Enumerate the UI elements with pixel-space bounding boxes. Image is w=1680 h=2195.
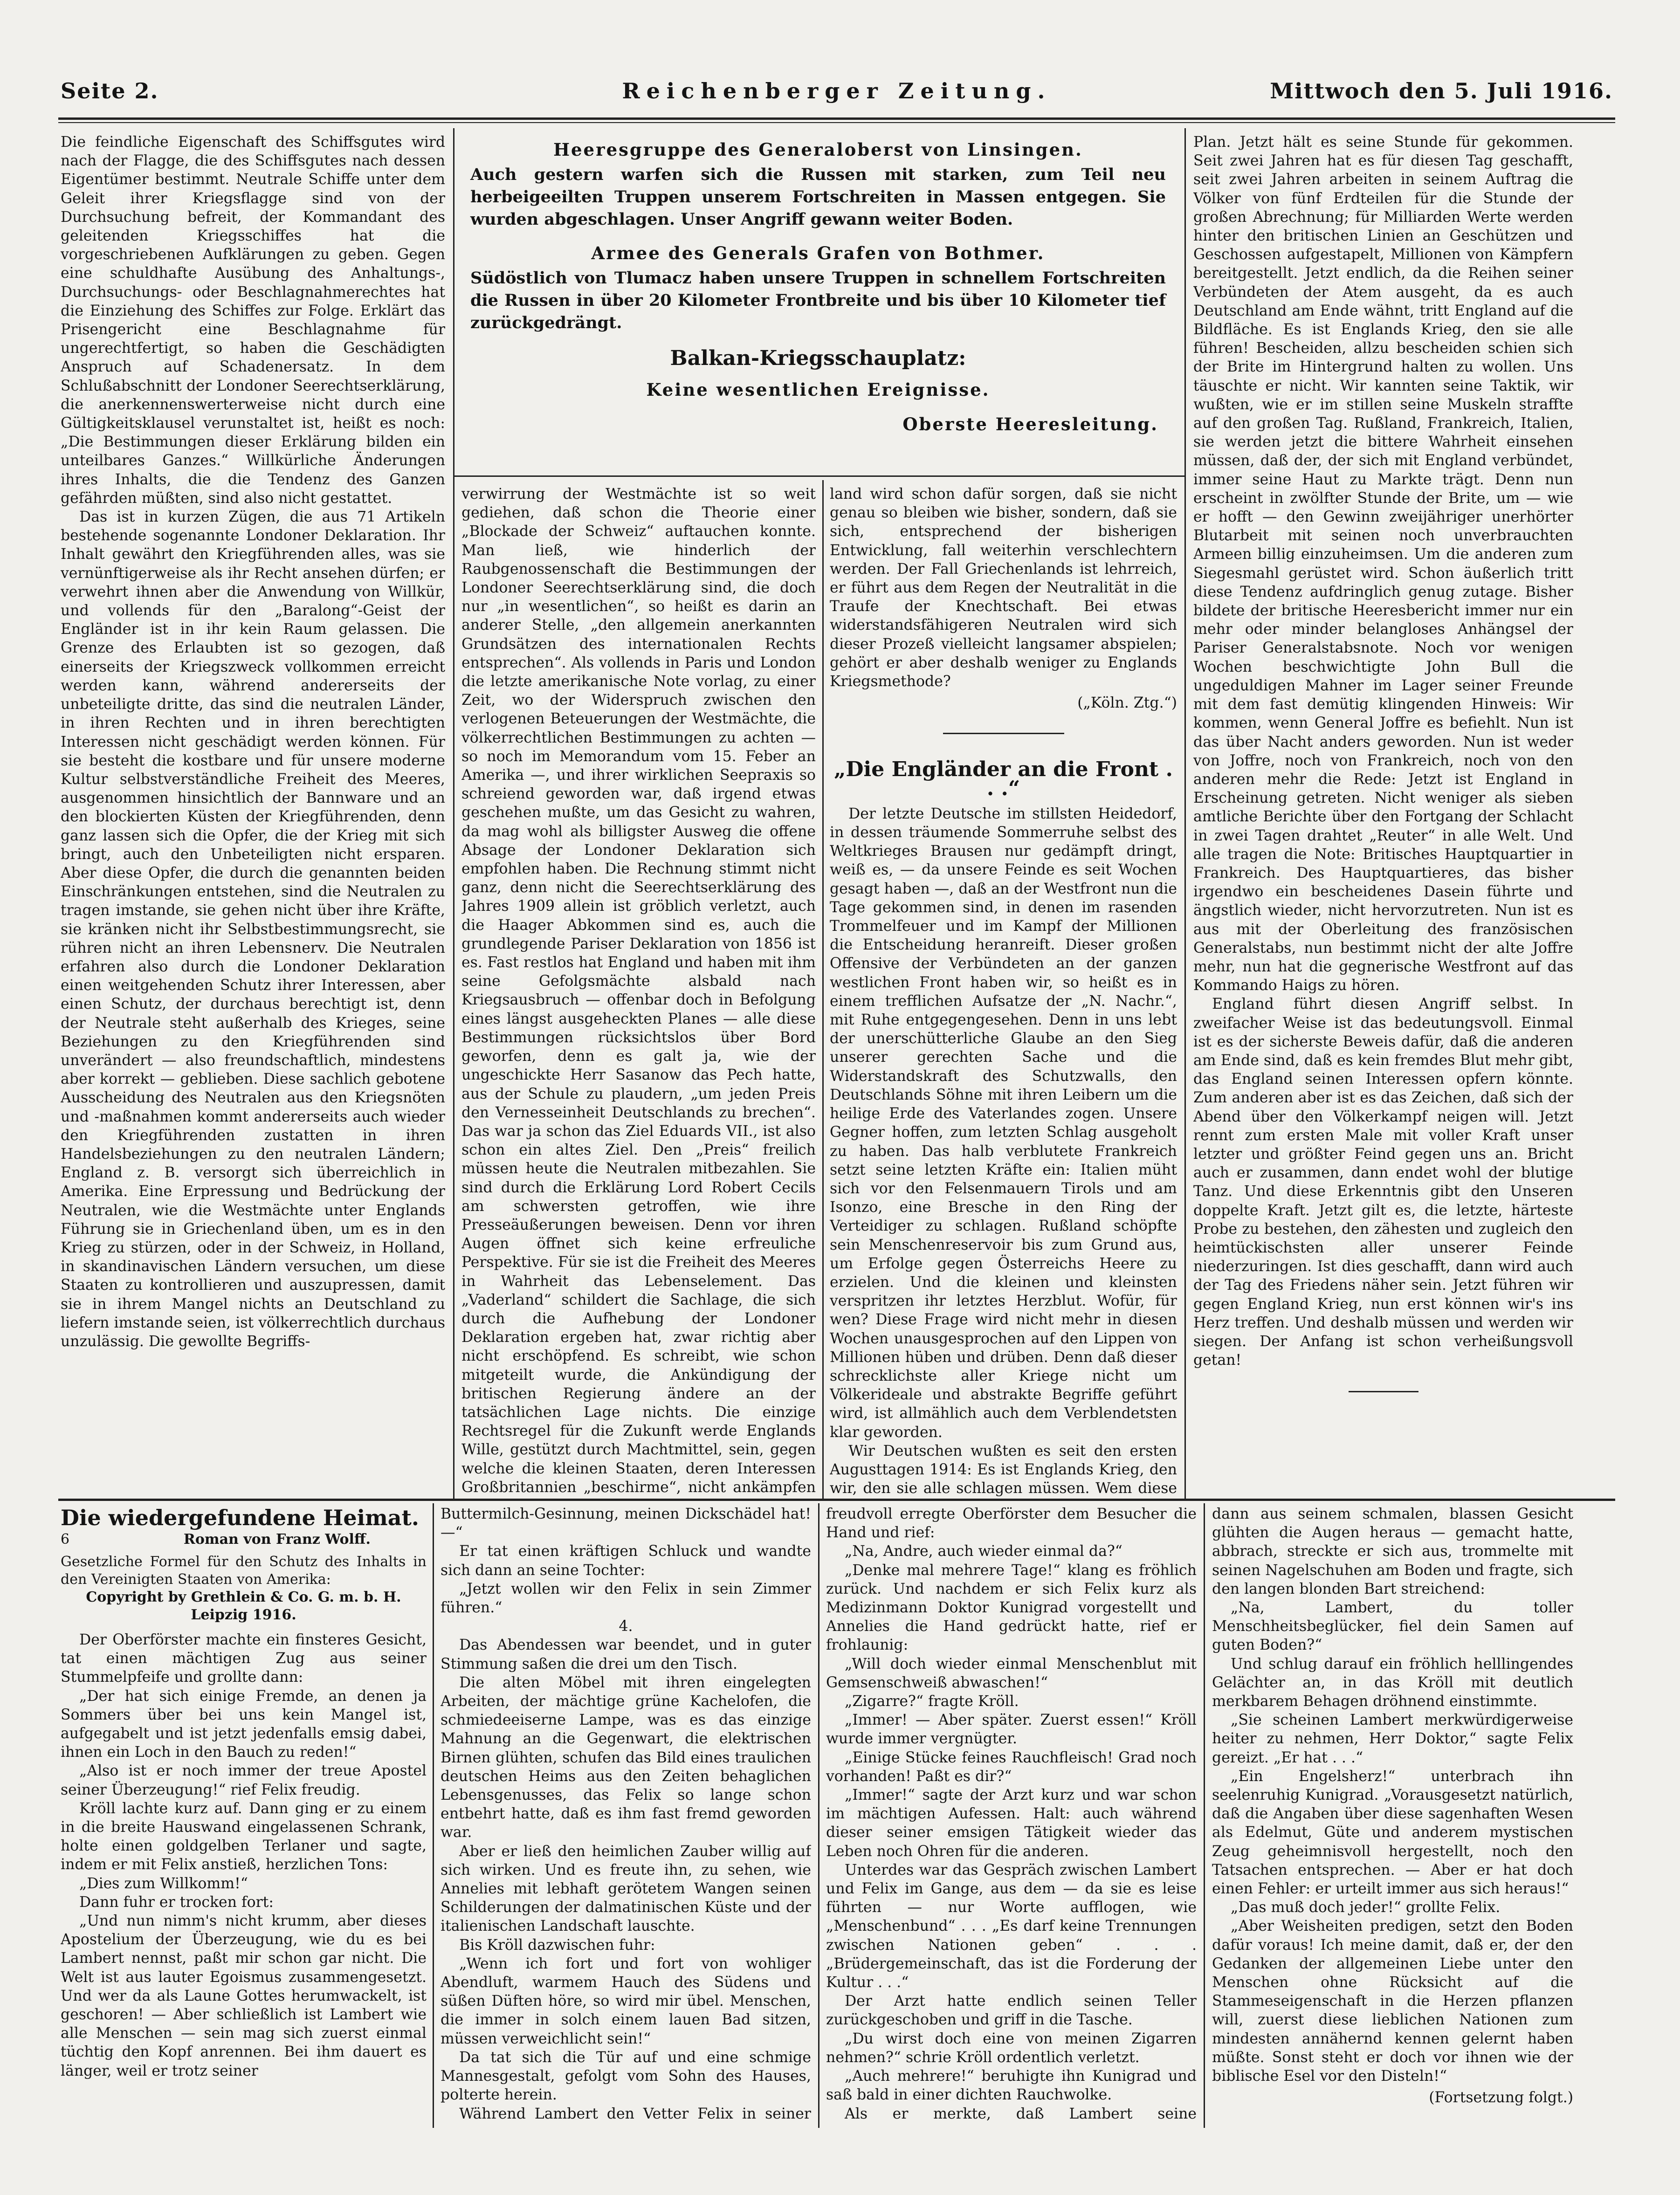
article-column-3 — [830, 485, 1177, 1496]
report-text-balkan: Keine wesentlichen Ereignisse. — [646, 379, 990, 400]
paragraph: „Einige Stücke feines Rauchfleisch! Grad noch vorhanden! Paßt es dir?“ — [826, 1749, 1197, 1785]
paragraph: „Denke mal mehrere Tage!“ klang es fröhlich zurück. Und nachdem er sich Felix kurz als Medizinmann Doktor Kunigrad vorgestellt und Annelies die Hand gedrückt hatte, rief er frohlaunig: — [826, 1562, 1197, 1654]
article-end-rule — [1349, 1391, 1418, 1392]
article-title: „Die Engländer an die Front . . .“ — [834, 757, 1173, 800]
masthead-rule — [58, 117, 1615, 120]
novel-column-2 — [441, 1505, 811, 2125]
article-column-4 — [1193, 133, 1573, 1496]
paragraph: Das ist in kurzen Zügen, die aus 71 Artikeln bestehende sogenannte Londoner Deklaration. Ihr Inhalt gewährt den Kriegführenden alles, was sie vernünftigerweise als ihr Recht ansehen dürfen; er verwehrt ihnen aber die Anwendung von Willkür, und vollends für den „Baralong“-Geist der Engländer ist in ihr kein Raum gelassen. Die Grenze des Erlaubten ist so gezogen, daß einerseits der Kriegszweck vollkommen erreicht werden kann, während andererseits der unbeteiligte dritte, das sind die neutralen Länder, in ihren Rechten und in ihren berechtigten Interessen nicht geschädigt werden können. Für sie besteht die kostbare und für unsere moderne Kultur selbstverständliche Freiheit des Meeres, ausgenommen hinsichtlich der Bannware und an den blockierten Küsten der Kriegführenden, denn ganz lassen sich die Opfer, die der Krieg mit sich bringt, auch den Unbeteiligten nicht ersparen. Aber diese Opfer, die durch die genannten beiden Einschränkungen entstehen, sind die Neutralen zu tragen imstande, sie gehen nicht über ihre Kräfte, sie kränken nicht ihr Selbstbestimmungsrecht, sie rühren nicht an ihren Lebensnerv. Die Neutralen erfahren also durch die Londoner Deklaration einen weitgehenden Schutz ihrer Interessen, aber einen Schutz, der durchaus berechtigt ist, denn der Neutrale steht außerhalb des Krieges, seine Beziehungen zu den Kriegführenden sind unverändert — also freundschaftlich, mindestens aber korrekt — geblieben. Diese sachlich gebotene Ausscheidung des Neutralen aus den Kriegsnöten und -maßnahmen kommt andererseits auch wieder den Kriegführenden zustatten in ihren Handelsbeziehungen zu den neutralen Ländern; England z. B. versorgt sich überreichlich in Amerika. Eine Erpressung und Bedrückung der Neutralen, wie die Westmächte unter Englands Führung sie in Griechenland üben, um es in den Krieg zu stürzen, oder in der Schweiz, in Holland, in skandinavischen Ländern versuchen, um diese Staaten zu kontrollieren und auszupressen, damit sie in ihrem Mangel nichts an Deutschland zu liefern imstande seien, ist völkerrechtlich durchaus unzulässig. Die gewollte Begriffs- — [61, 509, 445, 1350]
paragraph: „Immer!“ sagte der Arzt kurz und war schon im mächtigen Aufessen. Halt: auch während dieser seiner emsigen Tätigkeit wieder das Leben noch Ohren für die anderen. — [826, 1787, 1197, 1860]
paragraph: „Also ist er noch immer der treue Apostel seiner Überzeugung!“ rief Felix freudig. — [61, 1762, 427, 1798]
article-separator — [943, 733, 1064, 734]
installment-number: 6 — [61, 1531, 70, 1548]
paragraph: „Und nun nimm's nicht krumm, aber dieses Apostelium der Überzeugung, wie du es bei Lambert nennst, paßt mir schon gar nicht. Die Welt ist aus lauter Egoismus zusammengesetzt. Und wer da als Laune Gottes herumwackelt, ist geschoren! — Aber schließlich ist Lambert wie alle Menschen — sein mag sich zuerst einmal tüchtig den Kopf anrennen. Bei ihm dauert es länger, weil er trotz seiner — [61, 1913, 427, 2079]
paragraph: „Na, Lambert, du toller Menschheitsbeglücker, fiel dein Samen auf guten Boden?“ — [1212, 1599, 1573, 1654]
column-rule-2 — [822, 480, 824, 1499]
paragraph: „Sie scheinen Lambert merkwürdigerweise heiter zu nehmen, Herr Doktor,“ sagte Felix gereizt. „Er hat . . .“ — [1212, 1712, 1573, 1766]
copyright-line: Copyright by Grethlein & Co. G. m. b. H. Leipzig 1916. — [86, 1589, 401, 1623]
feuilleton-column-rule-2 — [818, 1503, 819, 2128]
paragraph: „Das muß doch jeder!“ grollte Felix. — [1231, 1899, 1501, 1916]
paragraph: Das Abendessen war beendet, und in guter Stimmung saßen die drei um den Tisch. — [441, 1637, 811, 1672]
paragraph: Wir Deutschen wußten es seit den ersten Augusttagen 1914: Es ist Englands Krieg, den wir, den sie alle schlagen müssen. Wem diese — [830, 1442, 1177, 1496]
report-text-linsingen: Auch gestern warfen sich die Russen mit starken, zum Teil neu herbeigeeilten Truppen unserem Fortschreiten in Massen entgegen. Sie wurden abgeschlagen. Unser Angriff gewann weiter Boden. — [470, 165, 1166, 229]
paragraph: dann aus seinem schmalen, blassen Gesicht glühten die Augen heraus — gemacht hatte, abbrach, streckte er sich aus, trommelte mit seinen Nagelschuhen am Boden und fragte, sich den langen blonden Bart streichend: — [1212, 1506, 1573, 1597]
chapter-number: 4. — [619, 1618, 633, 1635]
novel-title: Die wiedergefundene Heimat. — [61, 1505, 419, 1530]
paragraph: verwirrung der Westmächte ist so weit gediehen, daß schon die Theorie einer „Blockade der Schweiz“ auftauchen konnte. Man ließ, wie hinderlich der Raubgenossenschaft die Bestimmungen der Londoner Seerechtserklärung sind, die doch nur „in wesentlichen“, so heißt es darin an anderer Stelle, „den allgemein anerkannten Grundsätzen des internationalen Rechts entsprechen“. Als vollends in Paris und London die letzte amerikanische Note vorlag, zu einer Zeit, wo der Widerspruch zwischen den verlogenen Beteuerungen der Westmächte, die völkerrechtlichen Bestimmungen zu achten — so noch im Memorandum vom 15. Feber an Amerika —, und ihrer wirklichen Seepraxis so schreiend geworden war, daß irgend etwas geschehen mußte, um das Gesicht zu wahren, da mag wohl als billigster Ausweg die offene Absage der Londoner Deklaration sich empfohlen haben. Die Rechnung stimmt nicht ganz, denn nicht die Seerechtserklärung des Jahres 1909 allein ist gröblich verletzt, auch die Haager Abkommen sind es, auch die grundlegende Pariser Deklaration von 1856 ist es. Fast restlos hat England und haben mit ihm seine Gefolgsmächte alsbald nach Kriegsausbruch — offenbar doch in Befolgung eines längst ausgeheckten Planes — alle diese Bestimmungen rücksichtslos über Bord geworfen, denn es galt ja, wie der ungeschickte Herr Sasanow das Pech hatte, aus der Schule zu plaudern, „um jeden Preis den Vernesseinheit Deutschlands zu brechen“. Das war ja schon das Ziel Eduards VII., ist also schon ein altes Ziel. Den „Preis“ freilich müssen heute die Neutralen mitbezahlen. Sie sind durch die Erklärung Lord Robert Cecils am schwersten getroffen, wie ihre Presseäußerungen beweisen. Denn vor ihren Augen öffnet sich keine erfreuliche Perspektive. Für sie ist die Freiheit des Meeres in Wahrheit das Lebenselement. Das „Vaderland“ schildert die Sachlage, die sich durch die Aufhebung der Londoner Deklaration ergeben hat, zwar richtig aber nicht erschöpfend. Es schreibt, wie schon mitgeteilt wurde, die Ankündigung der britischen Regierung ändere an der tatsächlichen Lage nichts. Die einzige Rechtsregel für die Zukunft werde Englands Wille, gestützt durch Machtmittel, sein, gegen welche die kleinen Staaten, deren Interessen Großbritannien „beschirme“, nicht ankämpfen — [461, 486, 816, 1496]
novel-column-1 — [61, 1505, 427, 2125]
novel-column-4 — [1212, 1505, 1573, 2125]
masthead-rule-thin — [58, 122, 1615, 123]
novel-byline — [61, 1531, 427, 1548]
page-number: Seite 2. — [61, 78, 159, 103]
report-heading-balkan: Balkan-Kriegsschauplatz: — [670, 346, 966, 370]
report-heading-linsingen: Heeresgruppe des Generaloberst von Linsingen. — [553, 139, 1083, 160]
article-column-2 — [461, 485, 816, 1496]
paragraph: Da tat sich die Tür auf und eine schmige Mannesgestalt, gefolgt vom Sohn des Hauses, polterte herein. — [441, 2049, 811, 2104]
report-signature: Oberste Heeresleitung. — [902, 414, 1158, 434]
novel-author: Roman von Franz Wolff. — [183, 1531, 371, 1548]
paragraph: „Ein Engelsherz!“ unterbrach ihn seelenruhig Kunigrad. „Vorausgesetzt natürlich, daß die Angaben über diese sagenhaften Wesen als Edelmut, Güte und anderem mystischen Zeug geheimnisvoll hergestellt, noch den Tatsachen entsprechen. — Aber er hat doch einen Fehler: er urteilt immer aus sich heraus!“ — [1212, 1768, 1573, 1898]
paragraph: Aber er ließ den heimlichen Zauber willig auf sich wirken. Und es freute ihn, zu sehen, wie Annelies mit lebhaft gerötetem Wangen seinen Schilderungen der dalmatinischen Küste und der italienischen Landschaft lauschte. — [441, 1843, 811, 1935]
paragraph: „Du wirst doch eine von meinen Zigarren nehmen?“ schrie Kröll ordentlich verletzt. — [826, 2030, 1197, 2066]
paragraph: Die alten Möbel mit ihren eingelegten Arbeiten, der mächtige grüne Kachelofen, die schmiedeeiserne Lampe, was es das einzige Mahnung an die Gegenwart, die elektrischen Birnen glühten, schufen das Bild eines traulichen deutschen Heims aus den Zeiten behaglichen Lebensgenusses, das Felix so lange schon entbehrt hatte, daß es ihm fast fremd geworden war. — [441, 1674, 811, 1841]
paragraph: „Dies zum Willkomm!“ — [79, 1875, 248, 1892]
paragraph: Der Oberförster machte ein finsteres Gesicht, tat einen mächtigen Zug aus seiner Stummelpfeife und grollte dann: — [61, 1631, 427, 1686]
paragraph: freudvoll erregte Oberförster dem Besucher die Hand und rief: — [826, 1506, 1197, 1541]
paragraph: Kröll lachte kurz auf. Dann ging er zu einem in die breite Hauswand eingelassenen Schrank, holte einen goldgelben Terlaner und sagte, indem er mit Felix anstieß, herzlichen Tons: — [61, 1800, 427, 1873]
army-report-box — [459, 133, 1177, 468]
report-heading-bothmer: Armee des Generals Grafen von Bothmer. — [591, 243, 1045, 263]
column-rule-1 — [453, 128, 454, 1499]
column-rule-3 — [1184, 128, 1186, 1499]
paragraph: Die feindliche Eigenschaft des Schiffsgutes wird nach der Flagge, die des Schiffsgutes nach dessen Eigentümer bestimmt. Neutrale Schiffe unter dem Geleit ihrer Kriegsflagge sind von der Durchsuchung befreit, der Kommandant des geleitenden Kriegsschiffes hat die vorgeschriebenen Aufklärungen zu geben. Gegen eine schuldhafte Ausübung des Anhaltungs-, Durchsuchungs- oder Beschlagnahmerechtes hat die Einziehung des Schiffes zur Folge. Erklärt das Prisengericht eine Beschlagnahme für ungerechtfertigt, so haben die Geschädigten Anspruch auf Schadenersatz. In dem Schlußabschnitt der Londoner Seerechtserklärung, die anerkennenswerterweise nicht durch eine Gültigkeitsklausel verunstaltet ist, heißt es noch: „Die Bestimmungen dieser Erklärung bilden ein unteilbares Ganzes.“ Willkürliche Änderungen ihres Inhalts, die die Tendenz des Ganzen gefährden müßten, sind also nicht gestattet. — [61, 134, 445, 507]
paragraph: Er tat einen kräftigen Schluck und wandte sich dann an seine Tochter: — [441, 1543, 811, 1579]
feuilleton-column-rule-3 — [1204, 1503, 1205, 2128]
copyright-notice: Gesetzliche Formel für den Schutz des Inhalts in den Vereinigten Staaten von Amerika: — [61, 1554, 427, 1588]
newspaper-title: Reichenberger Zeitung. — [622, 78, 1052, 103]
article-column-1 — [61, 133, 445, 1496]
paragraph: England führt diesen Angriff selbst. In zweifacher Weise ist das bedeutungsvoll. Einmal ist es der sicherste Beweis dafür, daß die anderen am Ende sind, daß es kein fremdes Blut mehr gibt, das England seinen Interessen opfern könnte. Zum anderen aber ist es das Zeichen, daß sich der Abend über den Völkerkampf neigen will. Jetzt rennt zum ersten Male mit voller Kraft unser letzter und größter Feind gegen uns an. Bricht auch er zusammen, dann endet wohl der blutige Tanz. Und diese Erkenntnis gibt den Unseren doppelte Kraft. Jetzt gilt es, die letzte, härteste Probe zu bestehen, den zähesten und zugleich den heimtückischsten aller unserer Feinde niederzuringen. Ist dies geschafft, dann wird auch der Tag des Friedens näher sein. Jetzt führen wir gegen England Krieg, nun erst können wir's ins Herz treffen. Und deshalb müssen und werden wir siegen. Der Anfang ist schon verheißungsvoll getan! — [1193, 996, 1573, 1369]
paragraph: Buttermilch-Gesinnung, meinen Dickschädel hat! —“ — [441, 1506, 811, 1541]
paragraph: Plan. Jetzt hält es seine Stunde für gekommen. Seit zwei Jahren hat es für diesen Tag geschafft, seit zwei Jahren arbeiten in seinem Auftrag die Völker von fünf Erdteilen für die Stunde der großen Abrechnung; für Milliarden Werte werden hinter den britischen Linien an Geschützen und Geschossen aufgestapelt, Millionen von Kämpfern bereitgestellt. Jetzt endlich, da die Reihen seiner Verbündeten der Atem ausgeht, da es auch Deutschland am Ende wähnt, tritt England auf die Bildfläche. Es ist Englands Krieg, den sie alle führen! Bescheiden, allzu bescheiden schien sich der Brite im Hintergrund halten zu wollen. Uns täuschte er nicht. Wir kannten seine Taktik, wir wußten, wie er im stillen seine Muskeln straffte auf den großen Tag. Rußland, Frankreich, Italien, sie werden jetzt die bittere Wahrheit einsehen müssen, daß der, der sich mit England verbündet, immer seine Haut zu Markte trägt. Denn nun erscheint in zwölfter Stunde der Brite, um — wie er hofft — den Gewinn zweijähriger unerhörter Blutarbeit mit seinen noch unverbrauchten Armeen billig einzuheimsen. Um die anderen zum Siegesmahl gerüstet wird. Schon äußerlich tritt diese Tendenz aufdringlich genug zutage. Bisher bildete der britische Heeresbericht immer nur ein mehr oder minder belangloses Anhängsel der Pariser Generalstabsnote. Noch vor wenigen Wochen beschwichtigte John Bull die ungeduldigen Mahner im Lager seiner Freunde mit dem fast demütig klingenden Hinweis: Wir kommen, wenn General Joffre es befiehlt. Nun ist das über Nacht anders geworden. Nun ist weder von Joffre, noch von Frankreich, noch von den anderen mehr die Rede: Jetzt ist England in Erscheinung getreten. Nicht weniger als sieben amtliche Berichte über den Fortgang der Schlacht in zwei Tagen drahtet „Reuter“ in alle Welt. Und alle tragen die Note: Britisches Hauptquartier in Frankreich. Des Hauptquartieres, das bisher irgendwo ein bescheidenes Dasein führte und ängstlich wieder, nicht hervorzutreten. Nun ist es aus mit der Oberleitung des französischen Generalstabs, nun bestimmt nicht der alte Joffre mehr, nun hat die gegnerische Westfront auf das Kommando Haigs zu hören. — [1193, 134, 1573, 994]
paragraph: Der letzte Deutsche im stillsten Heidedorf, in dessen träumende Sommerruhe selbst des Weltkrieges Brausen nur gedämpft dringt, weiß es, — da unsere Feinde es seit Wochen gesagt haben —, daß an der Westfront nun die Tage gekommen sind, in denen im rasenden Trommelfeuer und im Kampf der Millionen die Entscheidung heranreift. Dieser großen Offensive der Verbündeten an der ganzen westlichen Front haben wir, so heißt es in einem trefflichen Aufsatze der „N. Nachr.“, mit Ruhe entgegengesehen. Denn in uns lebt der unerschütterliche Glaube an den Sieg unserer gerechten Sache und die Widerstandskraft des Schutzwalls, den Deutschlands Söhne mit ihren Leibern um die heilige Erde des Vaterlandes zogen. Unsere Gegner hoffen, zum letzten Schlag ausgeholt zu haben. Das halb verblutete Frankreich setzt seine letzten Kräfte ein: Italien müht sich vor den Felsenmauern Tirols und am Isonzo, eine Bresche in den Ring der Verteidiger zu schlagen. Rußland schöpfte sein Menschenreservoir bis zum Grund aus, um Erfolge gegen Österreichs Heere zu erzielen. Und die kleinen und kleinsten verspritzen ihr letztes Herzblut. Wofür, für wen? Diese Frage wird nicht mehr in diesen Wochen unausgesprochen auf den Lippen von Millionen hüben und drüben. Denn daß dieser schrecklichste aller Kriege nicht um Völkerideale und abstrakte Begriffe geführt wird, ist allmählich auch dem Verblendetsten klar geworden. — [830, 805, 1177, 1441]
paragraph: Bis Kröll dazwischen fuhr: — [459, 1936, 655, 1954]
paragraph: „Auch mehrere!“ beruhigte ihn Kunigrad und saß bald in einer dichten Rauchwolke. — [826, 2068, 1197, 2104]
novel-column-3 — [826, 1505, 1197, 2125]
paragraph: Unterdes war das Gespräch zwischen Lambert und Felix im Gange, aus dem — da sie es leise führten — nur Worte aufflogen, wie „Menschenbund“ . . . „Es darf keine Trennungen zwischen Nationen geben“ . . . „Brüdergemeinschaft, das ist die Forderung der Kultur . . .“ — [826, 1861, 1197, 1991]
feuilleton-column-rule-1 — [433, 1503, 434, 2128]
paragraph: Der Arzt hatte endlich seinen Teller zurückgeschoben und griff in die Tasche. — [826, 1993, 1197, 2029]
paragraph: „Immer! — Aber später. Zuerst essen!“ Kröll wurde immer vergnügter. — [826, 1712, 1197, 1748]
masthead — [61, 78, 1613, 116]
paragraph: „Wenn ich fort und fort von wohliger Abendluft, warmem Hauch des Südens und süßen Düften höre, so wird mir übel. Menschen, die immer in solch einem lauen Bad sitzen, müssen verweichlicht sein!“ — [441, 1955, 811, 2047]
paragraph: „Der hat sich einige Fremde, an denen ja Sommers über bei uns kein Mangel ist, aufgegabelt und ist jetzt jedenfalls emsig dabei, ihnen ein Loch in den Bauch zu reden!“ — [61, 1687, 427, 1761]
continuation-note: (Fortsetzung folgt.) — [1429, 2089, 1573, 2106]
paragraph: „Jetzt wollen wir den Felix in sein Zimmer führen.“ — [441, 1580, 811, 1617]
report-text-bothmer: Südöstlich von Tlumacz haben unsere Truppen in schnellem Fortschreiten die Russen in über 20 Kilometer Frontbreite und bis über 10 Kilometer tief zurückgedrängt. — [470, 268, 1166, 332]
paragraph: Als er merkte, daß Lambert seine — [845, 2105, 1197, 2122]
paragraph: Während Lambert den Vetter Felix in seiner — [459, 2105, 811, 2122]
report-box-rule — [454, 475, 1184, 477]
source-citation: („Köln. Ztg.“) — [1077, 695, 1177, 712]
paragraph: land wird schon dafür sorgen, daß sie nicht genau so bleiben wie bisher, sondern, daß sie sich, entsprechend der bisherigen Entwicklung, fall weiterhin verschlechtern werden. Der Fall Griechenlands ist lehrreich, er führt aus dem Regen der Neutralität in die Traufe der Knechtschaft. Bei etwas widerstandsfähigeren Neutralen wird sich dieser Prozeß vielleicht langsamer abspielen; gehört er aber deshalb weniger zu Englands Kriegsmethode? — [830, 486, 1177, 690]
paragraph: „Na, Andre, auch wieder einmal da?“ — [845, 1543, 1122, 1560]
paragraph: „Aber Weisheiten predigen, setzt den Boden dafür voraus! Ich meine damit, daß er, der den Gedanken der allgemeinen Liebe unter den Menschen ohne Rücksicht auf die Stammeseigenschaft in die Herzen pflanzen will, zuerst diese lieblichen Nationen zum mindesten annähernd kennen gelernt haben müßte. Sonst steht er doch vor ihnen wie der biblische Esel vor den Disteln!“ — [1212, 1918, 1573, 2085]
feuilleton-rule — [58, 1499, 1615, 1501]
issue-date: Mittwoch den 5. Juli 1916. — [1270, 78, 1613, 103]
paragraph: Dann fuhr er trocken fort: — [79, 1893, 274, 1911]
paragraph: „Will doch wieder einmal Menschenblut mit Gemsenschweiß abwaschen!“ — [826, 1655, 1197, 1691]
paragraph: Und schlug darauf ein fröhlich helllingendes Gelächter an, in das Kröll mit deutlich merkbarem Behagen dröhnend einstimmte. — [1212, 1655, 1573, 1710]
paragraph: „Zigarre?“ fragte Kröll. — [845, 1693, 1019, 1710]
